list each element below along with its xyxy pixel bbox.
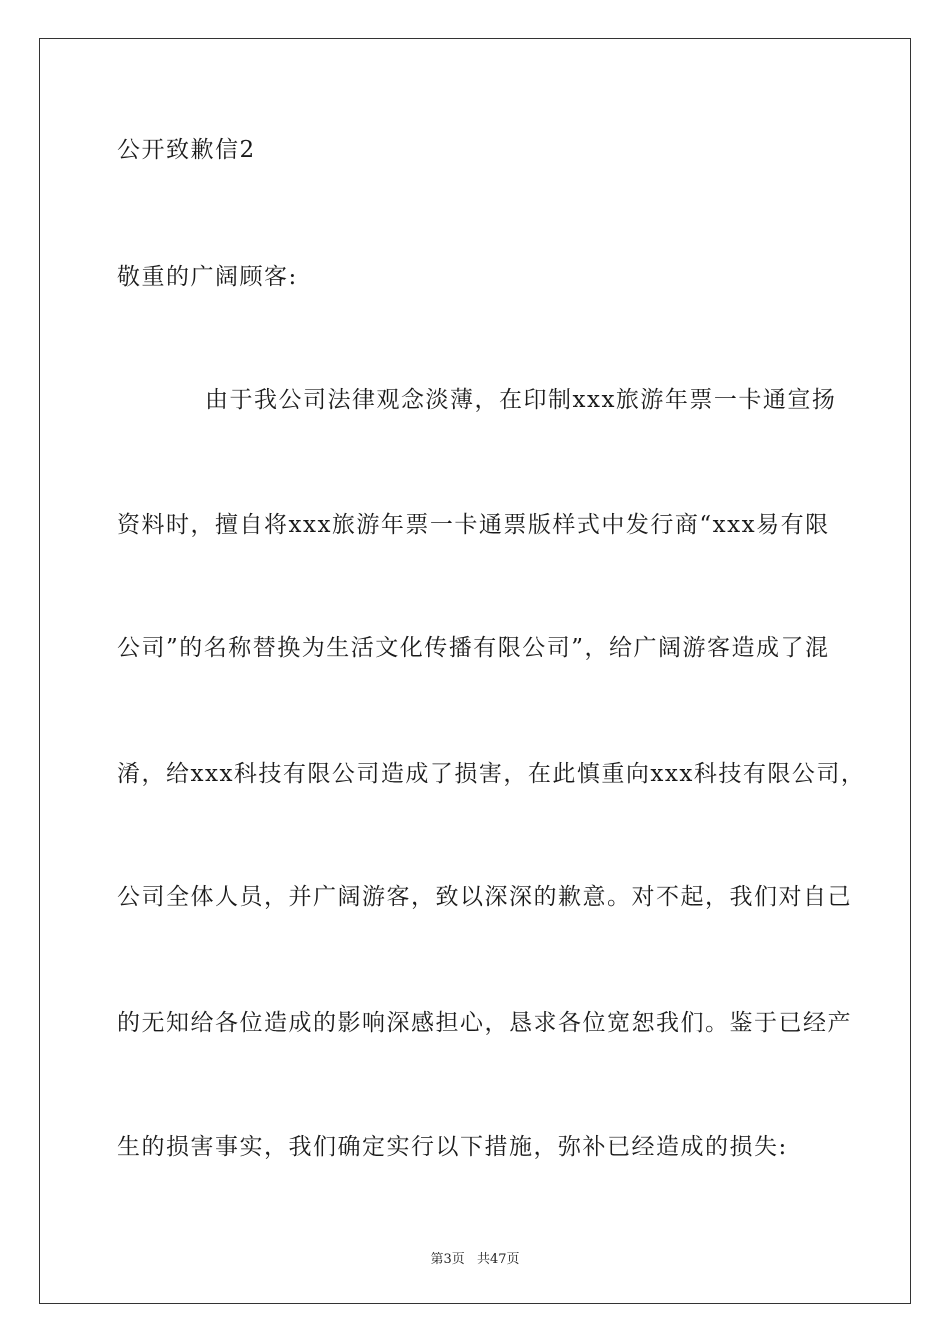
page-total: 共47页 [476,1252,520,1267]
page-footer [0,1248,950,1267]
page-frame [39,38,911,1304]
body-line: 公司”的名称替换为生活文化传播有限公司”，给广阔游客造成了混 [117,635,830,661]
page-number: 第3页 [430,1252,465,1267]
body-line: 资料时，擅自将xxx旅游年票一卡通票版样式中发行商“xxx易有限 [117,512,830,538]
body-line: 公司全体人员，并广阔游客，致以深深的歉意。对不起，我们对自己 [117,884,852,910]
salutation: 敬重的广阔顾客: [117,264,298,290]
body-line: 生的损害事实，我们确定实行以下措施，弥补已经造成的损失: [117,1134,788,1160]
body-line: 的无知给各位造成的影响深感担心，恳求各位宽恕我们。鉴于已经产 [117,1010,852,1036]
body-line: 淆，给xxx科技有限公司造成了损害，在此慎重向xxx科技有限公司， [117,761,866,787]
body-line: 由于我公司法律观念淡薄，在印制xxx旅游年票一卡通宣扬 [205,387,837,413]
document-title: 公开致歉信2 [117,137,256,163]
